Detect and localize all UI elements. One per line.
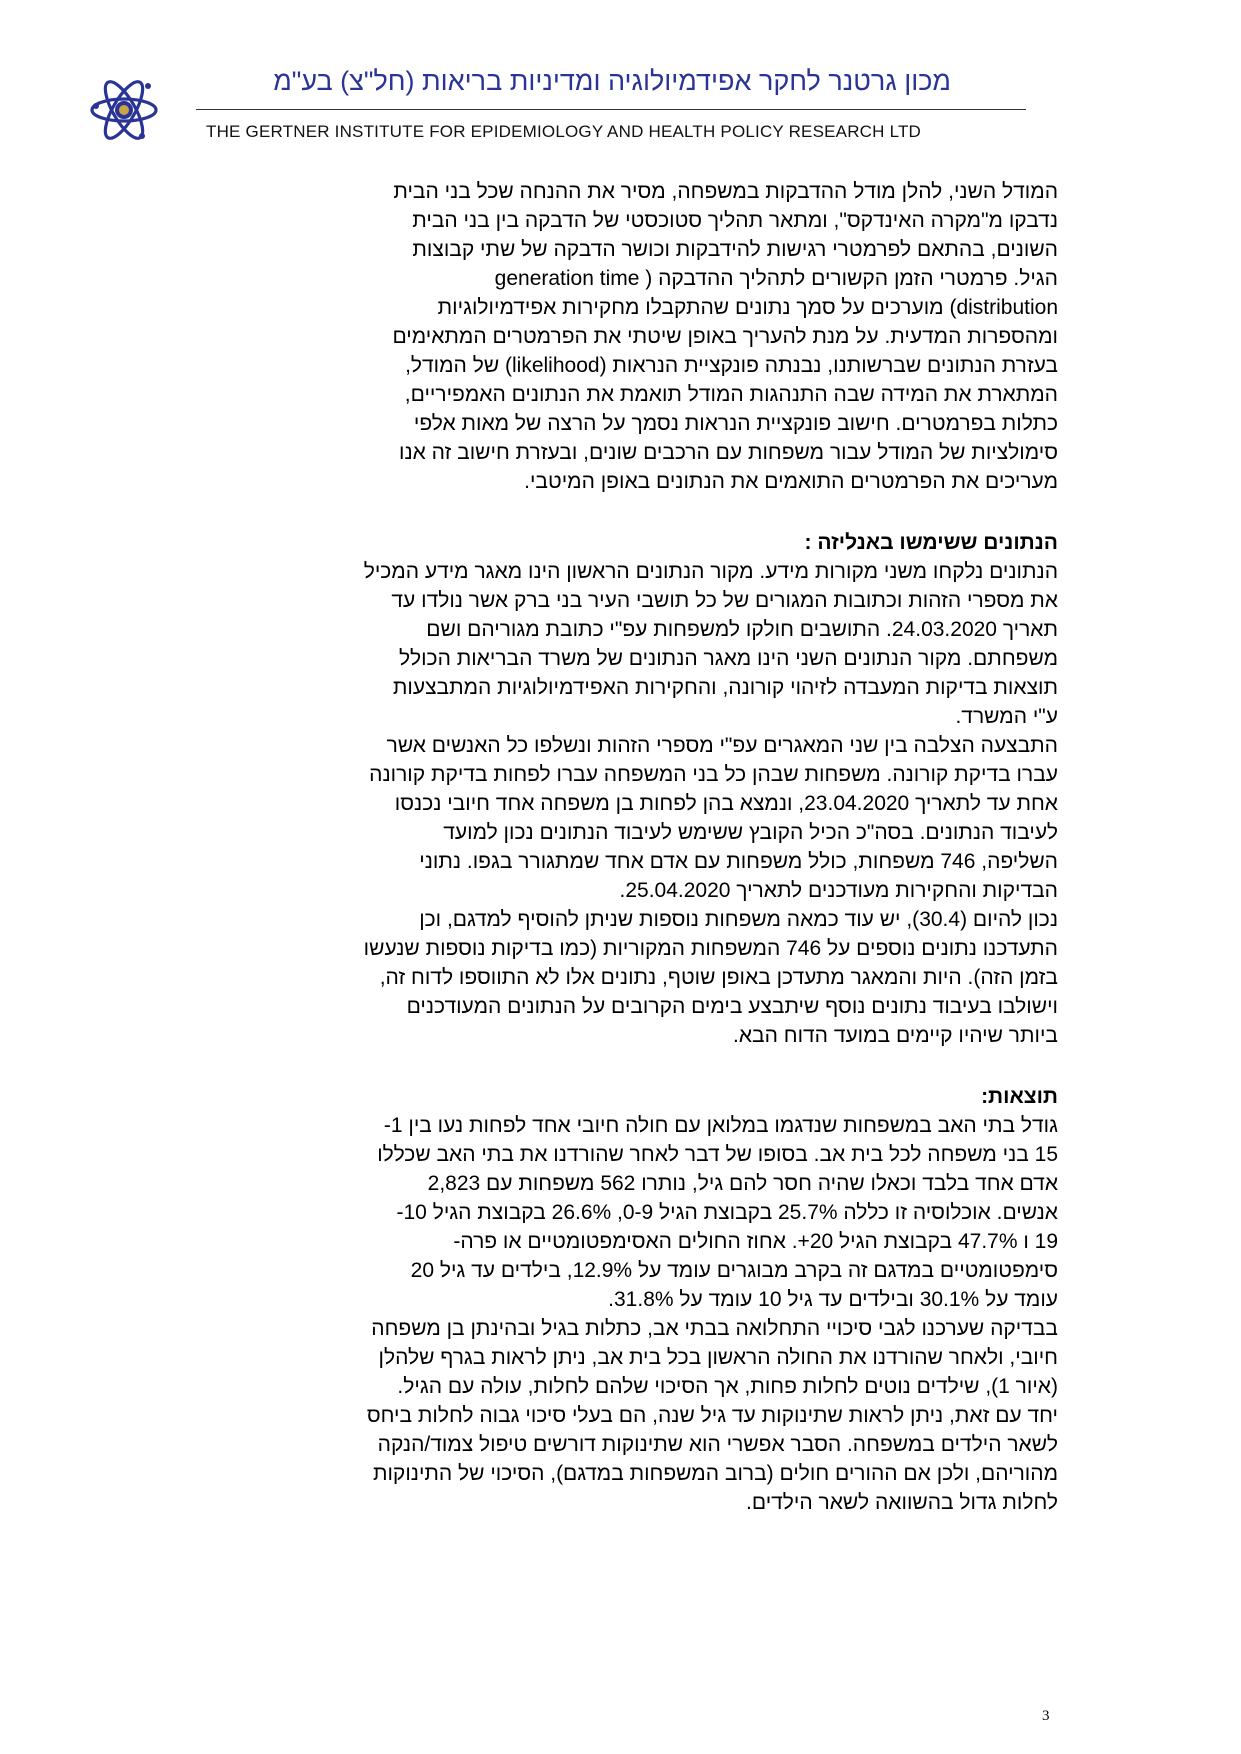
text-line: (איור 1), שילדים נוטים לחלות פחות, אך הסיכוי שלהם לחלות, עולה עם הגיל. xyxy=(397,1375,1058,1398)
text-line: המתארת את המידה שבה התנהגות המודל תואמת את הנתונים האמפיריים, xyxy=(404,383,1058,406)
section-heading-data: הנתונים ששימשו באנליזה : xyxy=(804,531,1058,554)
results-section xyxy=(268,1082,1058,1517)
text-line: הבדיקות והחקירות מעודכנים לתאריך 25.04.2020. xyxy=(619,879,1058,902)
text-line: הנתונים נלקחו משני מקורות מידע. מקור הנתונים הראשון הינו מאגר מידע המכיל xyxy=(363,560,1058,583)
text-line: אחת עד לתאריך 23.04.2020, ונמצא בהן לפחות בן משפחה אחד חיובי נכנסו xyxy=(394,792,1058,815)
text-line: תוצאות בדיקות המעבדה לזיהוי קורונה, והחקירות האפידמיולוגיות המתבצעות xyxy=(392,676,1058,699)
text-line: ומהספרות המדעית. על מנת להעריך באופן שיטתי את הפרמטרים המתאימים xyxy=(392,325,1058,348)
section-heading-results: תוצאות: xyxy=(981,1085,1058,1108)
text-line: השונים, בהתאם לפרמטרי רגישות להידבקות וכושר הדבקה של שתי קבוצות xyxy=(412,238,1058,261)
text-line: ע"י המשרד. xyxy=(955,705,1058,728)
text-line: ביותר שיהיו קיימים במועד הדוח הבא. xyxy=(733,1024,1058,1047)
text-line: התבצעה הצלבה בין שני המאגרים עפ"י מספרי הזהות ונשלפו כל האנשים אשר xyxy=(386,734,1058,757)
text-line: יחד עם זאת, ניתן לראות שתינוקות עד גיל שנה, הם בעלי סיכוי גבוה לחלות ביחס xyxy=(366,1404,1058,1427)
text-line: לחלות גדול בהשוואה לשאר הילדים. xyxy=(746,1491,1058,1514)
text-line: אנשים. אוכלוסיה זו כללה 25.7% בקבוצת הגיל 0-9, 26.6% בקבוצת הגיל 10- xyxy=(396,1201,1058,1224)
model-description-paragraph xyxy=(268,177,1058,496)
text-line: 19 ו 47.7% בקבוצת הגיל 20+. אחוז החולים האסימפטומטיים או פרה- xyxy=(453,1230,1058,1253)
text-line: מעריכים את הפרמטרים התואמים את הנתונים באופן המיטבי. xyxy=(524,470,1058,493)
text-line: משפחתם. מקור הנתונים השני הינו מאגר הנתונים של משרד הבריאות הכולל xyxy=(399,647,1058,670)
text-line: לעיבוד הנתונים. בסה"כ הכיל הקובץ ששימש לעיבוד הנתונים נכון למועד xyxy=(443,821,1058,844)
text-line: סימפטומטיים במדגם זה בקרב מבוגרים עומד על 12.9%, בילדים עד גיל 20 xyxy=(410,1259,1058,1282)
text-line: נכון להיום (30.4), יש עוד כמאה משפחות נוספות שניתן להוסיף למדגם, וכן xyxy=(419,908,1058,931)
header-divider xyxy=(196,109,1026,110)
text-line: אדם אחד בלבד וכאלו שהיה חסר להם גיל, נותרו 562 משפחות עם 2,823 xyxy=(427,1172,1058,1195)
org-name-hebrew: מכון גרטנר לחקר אפידמיולוגיה ומדיניות בריאות (חל"צ) בע"מ xyxy=(273,66,951,96)
text-line: עברו בדיקת קורונה. משפחות שבהן כל בני המשפחה עברו לפחות בדיקת קורונה xyxy=(369,763,1058,786)
page-number: 3 xyxy=(1042,1708,1050,1724)
text-line: הגיל. פרמטרי הזמן הקשורים לתהליך ההדבקה ( generation time xyxy=(494,267,1058,290)
document-body xyxy=(268,177,1058,1517)
text-line: בבדיקה שערכנו לגבי סיכויי התחלואה בבתי אב, כתלות בגיל ובהינתן בן משפחה xyxy=(371,1317,1058,1340)
text-line: 15 בני משפחה לכל בית אב. בסופו של דבר לאחר שהורדנו את בתי האב שכללו xyxy=(377,1143,1058,1166)
org-name-english: THE GERTNER INSTITUTE FOR EPIDEMIOLOGY AND HEALTH POLICY RESEARCH LTD xyxy=(206,122,922,141)
text-line: בעזרת הנתונים שברשותנו, נבנתה פונקציית הנראות (likelihood) של המודל, xyxy=(405,354,1058,377)
atom-logo-icon xyxy=(88,76,160,144)
text-line: מהוריהם, ולכן אם ההורים חולים (ברוב המשפחות במדגם), הסיכוי של התינוקות xyxy=(372,1462,1058,1485)
text-line: תאריך 24.03.2020. התושבים חולקו למשפחות עפ"י כתובת מגוריהם ושם xyxy=(426,618,1058,641)
text-line: המודל השני, להלן מודל ההדבקות במשפחה, מסיר את ההנחה שכל בני הבית xyxy=(393,180,1058,203)
text-line: כתלות בפרמטרים. חישוב פונקציית הנראות נסמך על הרצה של מאות אלפי xyxy=(413,412,1058,435)
text-line: distribution) מוערכים על סמך נתונים שהתקבלו מחקירות אפידמיולוגיות xyxy=(437,296,1058,319)
text-line: בזמן הזה). היות והמאגר מתעדכן באופן שוטף, נתונים אלו לא התווספו לדוח זה, xyxy=(379,966,1058,989)
text-line: עומד על 30.1% ובילדים עד גיל 10 עומד על 31.8%. xyxy=(608,1288,1058,1311)
data-sources-section xyxy=(268,528,1058,1050)
text-line: חיובי, ולאחר שהורדנו את החולה הראשון בכל בית אב, ניתן לראות בגרף שלהלן xyxy=(378,1346,1058,1369)
text-line: גודל בתי האב במשפחות שנדגמו במלואן עם חולה חיובי אחד לפחות נעו בין 1- xyxy=(383,1114,1058,1137)
text-line: נדבקו מ"מקרה האינדקס", ומתאר תהליך סטוכסטי של הדבקה בין בני הבית xyxy=(412,209,1058,232)
text-line: השליפה, 746 משפחות, כולל משפחות עם אדם אחד שמתגורר בגפו. נתוני xyxy=(419,850,1058,873)
text-line: את מספרי הזהות וכתובות המגורים של כל תושבי העיר בני ברק אשר נולדו עד xyxy=(391,589,1058,612)
text-line: לשאר הילדים במשפחה. הסבר אפשרי הוא שתינוקות דורשים טיפול צמוד/הנקה xyxy=(377,1433,1058,1456)
text-line: וישולבו בעיבוד נתונים נוסף שיתבצע בימים הקרובים על הנתונים המעודכנים xyxy=(406,995,1058,1018)
text-line: התעדכנו נתונים נוספים על 746 המשפחות המקוריות (כמו בדיקות נוספות שנעשו xyxy=(363,937,1058,960)
text-line: סימולציות של המודל עבור משפחות עם הרכבים שונים, ובעזרת חישוב זה אנו xyxy=(399,441,1058,464)
